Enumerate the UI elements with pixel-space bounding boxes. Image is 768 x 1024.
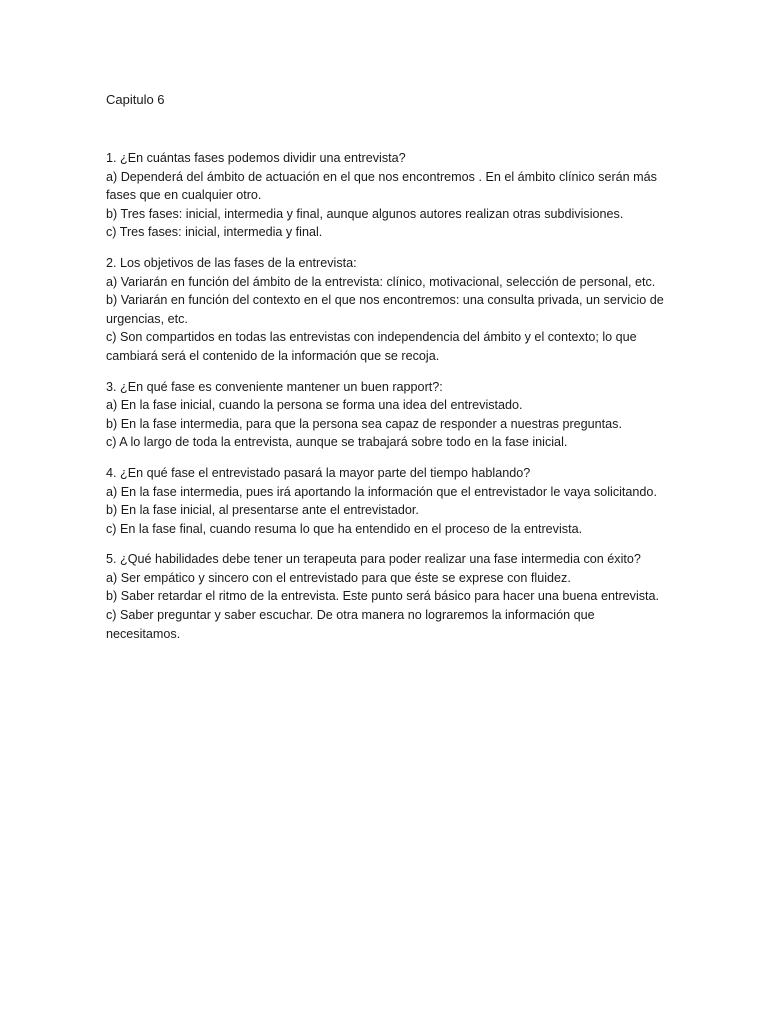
answer-option-b: b) Tres fases: inicial, intermedia y final, aunque algunos autores realizan otras subdivisiones. [106, 206, 624, 221]
question-5 [106, 550, 666, 643]
answer-option-c: c) Saber preguntar y saber escuchar. De otra manera no lograremos la información que necesitamos. [106, 608, 595, 641]
answer-option-c: c) Tres fases: inicial, intermedia y final. [106, 225, 323, 240]
question-1 [106, 149, 666, 242]
answer-option-a: a) Variarán en función del ámbito de la entrevista: clínico, motivacional, selección de personal, etc. [106, 274, 656, 289]
answer-option-a: a) Dependerá del ámbito de actuación en el que nos encontremos . En el ámbito clínico serán más fases que en cualquier otro. [106, 169, 657, 203]
answer-option-a: a) En la fase inicial, cuando la persona se forma una idea del entrevistado. [106, 398, 523, 413]
question-prompt: 1. ¿En cuántas fases podemos dividir una entrevista? [106, 151, 406, 165]
question-prompt: 2. Los objetivos de las fases de la entrevista: [106, 255, 357, 270]
answer-option-a: a) En la fase intermedia, pues irá aportando la información que el entrevistador le vaya solicitando. [106, 484, 657, 499]
answer-option-a: a) Ser empático y sincero con el entrevistado para que éste se exprese con fluidez. [106, 570, 571, 585]
answer-option-c: c) En la fase final, cuando resuma lo que ha entendido en el proceso de la entrevista. [106, 521, 583, 536]
question-prompt: 5. ¿Qué habilidades debe tener un terapeuta para poder realizar una fase intermedia con éxito? [106, 552, 641, 567]
answer-option-c: c) Son compartidos en todas las entrevistas con independencia del ámbito y el contexto; lo que cambiará será el contenido de la información que se recoja. [106, 330, 637, 363]
answer-option-c: c) A lo largo de toda la entrevista, aunque se trabajará sobre todo en la fase inicial. [106, 435, 568, 450]
document-page [106, 90, 666, 655]
question-4 [106, 464, 666, 538]
answer-option-b: b) En la fase intermedia, para que la persona sea capaz de responder a nuestras preguntas. [106, 416, 622, 431]
answer-option-b: b) En la fase inicial, al presentarse ante el entrevistador. [106, 503, 419, 518]
question-prompt: 4. ¿En qué fase el entrevistado pasará la mayor parte del tiempo hablando? [106, 465, 531, 480]
question-3 [106, 378, 666, 452]
question-prompt: 3. ¿En qué fase es conveniente mantener un buen rapport?: [106, 379, 443, 394]
answer-option-b: b) Variarán en función del contexto en el que nos encontremos: una consulta privada, un servicio de urgencias, etc. [106, 293, 664, 326]
answer-option-b: b) Saber retardar el ritmo de la entrevista. Este punto será básico para hacer una buena entrevista. [106, 589, 660, 604]
chapter-title: Capitulo 6 [106, 92, 165, 107]
question-2 [106, 254, 666, 366]
